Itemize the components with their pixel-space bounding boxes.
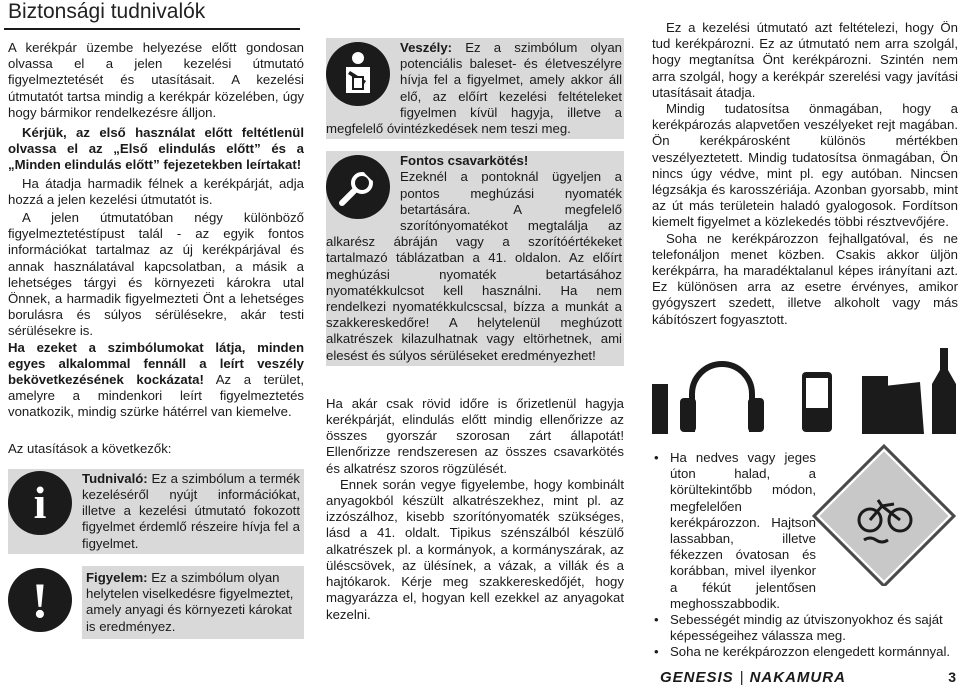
injured-person-glyph — [338, 51, 378, 97]
injured-person-icon — [326, 42, 390, 106]
slippery-road-sign — [810, 440, 958, 586]
mortal-danger-paragraph — [8, 340, 304, 421]
intro-paragraph: A kerékpár üzembe helyezése előtt gondosan olvassa el a jelen kezelési útmutató figyelmeztetését és utasításait. A kezelési útmutatót tartsa mindig a kerékpár közelében, úgy hogy bármikor rendelkezésre álljon. — [8, 40, 304, 120]
danger-text: Ez a szimbólum olyan potenciális baleset- és életveszélyre hívja fel a figyelmet, amely akkor áll elő, az előírt kezelési feltételeket figyelmen kívül hagyja, illetve a megfelelő óvintézkedések nem teszi meg. — [326, 40, 622, 137]
title-divider — [4, 28, 300, 30]
brand-separator: | — [739, 668, 744, 686]
warning-types-paragraph: A jelen útmutatóban négy különböző figyelmeztetéstípust talál - az egyik fontos információkat tartalmaz az új kerékpárjával és annak használatával kapcsolatban, a másik a lehetséges tárgyi és környezeti károkra utal Önnek, a harmadik figyelmezteti Önt a lehetséges borulásra és súlyos sérülésekre, akár testi sérülésekre is. — [8, 210, 304, 339]
mortal-danger-text: Ha ezeket a szimbólumokat látja, minden egyes alkalommal fennáll a leírt veszély bekövetkezésének kockázata! — [8, 339, 304, 388]
phone-headphones-alcohol-icon — [652, 348, 958, 434]
caution-paragraph — [82, 566, 304, 639]
brand-nakamura-logo: NAKAMURA — [749, 668, 846, 686]
danger-label: Veszély: — [400, 40, 453, 55]
column-right — [652, 20, 958, 328]
tip-speed: • Sebességét mindig az útviszonyokhoz és saját képességeihez válassza meg. — [652, 612, 958, 644]
handover-paragraph: Ha átadja harmadik félnek a kerékpárját, adja hozzá a jelen kezelési útmutatót is. — [8, 175, 304, 207]
quick-release-paragraph: Ha akár csak rövid időre is őrizetlenül hagyja kerékpárját, elindulás előtt mindig ellenőrizze az összes gyorszár szorosan zárt állapotát! Ellenőrizze rendszeresen az összes csavarkötés és alkatrész szoros rögzülését. — [326, 395, 624, 476]
prerequisite-paragraph: Ez a kezelési útmutató azt feltételezi, hogy Ön tud kerékpározni. Ez az útmutató nem arra szolgál, hogy megtanítsa Önt kerékpározni. Szintén nem arra szolgál, hogy a kerékpár szerelési vagy javítási utasításait átadja. — [652, 20, 958, 100]
footer — [660, 668, 956, 686]
torque-heading: Fontos csavarkötés! — [400, 153, 529, 169]
instructions-heading: Az utasítások a következők: — [8, 440, 172, 456]
page-title: Biztonsági tudnivalók — [8, 0, 206, 23]
column-left — [8, 40, 304, 639]
exclamation-icon: ! — [8, 568, 72, 632]
slippery-road-warning-icon — [810, 440, 958, 586]
wrench-icon — [326, 155, 390, 219]
tip-handlebar: • Soha ne kerékpározzon elengedett kormánnyal. — [652, 644, 958, 660]
caution-box — [8, 566, 304, 639]
torque-paragraph: Ezeknél a pontoknál ügyeljen a pontos meghúzási nyomaték betartására. A megfelelő szorítónyomatékot megtalálja az alkarész ábráján vagy a szorítóértékeket tartalmazó táblázatban a 41. oldalon. Az előírt meghúzási nyomaték betartásához nyomatékkulcsot kell használni. Ha nem rendelkezi nyomatékkulcscsal, bízza a munkát a szakkereskedőre! A helytelenül meghúzott alkatrészek kilazulhatnak vagy eltörhetnek, ami elesést és súlyos sérüléseket eredményezhet! — [326, 169, 622, 363]
column-middle — [326, 38, 624, 623]
info-icon: i — [8, 471, 72, 535]
headphones-paragraph: Soha ne kerékpározzon fejhallgatóval, és ne telefonáljon menet közben. Csakis akkor üljön kerékpárra, ha maradéktalanul képes irányítani azt. Ez különösen arra az esetre érvényes, amikor gyógyszert szedett, illetve alkoholt vagy más kábítószert fogyasztott. — [652, 230, 958, 327]
bold-paragraph: Kérjük, az első használat előtt feltétlenül olvassa el az „Első elindulás előtt” és a „Minden elindulás előtt” fejezetekben leírtakat! — [8, 125, 304, 173]
prohibited-items-pictogram — [652, 348, 958, 434]
caution-text: Ez a szimbólum olyan helytelen viselkedésre figyelmeztet, amely anyagi és környezeti károkat is eredményez. — [86, 569, 294, 634]
note-text: Ez a szimbólum a termék kezeléséről nyújt információkat, illetve a kezelési útmutató fokozott figyelmet érdemlő részeire hívja fel a figyelmet. — [82, 470, 300, 551]
brand-genesis-logo: GENESIS — [660, 668, 734, 686]
danger-box — [326, 38, 624, 139]
danger-awareness-paragraph: Mindig tudatosítsa önmagában, hogy a kerékpározás alapvetően veszélyeket rejt magában. Ön kerékpárosként különös mértékben veszélyeztetett. Mindig tudatosítsa önmagában, Ön nincs úgy védve, mint pl. egy autóban. Nincsen légzsákja és karosszériája. Azonban gyorsabb, mint az út más területein haladó gyalogosok. Fordítson kiemelt figyelmet a közlekedés többi résztvevőjére. — [652, 101, 958, 230]
caution-label: Figyelem: — [86, 569, 148, 585]
note-box — [8, 469, 304, 554]
highlight-text: Az a terület, amelyre a mindenkori leírt figyelmeztetés vonatkozik, mindig szürke hátérrel van kiemelve. — [8, 372, 304, 420]
note-label: Tudnivaló: — [82, 470, 148, 486]
torque-box — [326, 151, 624, 366]
wrench-glyph — [336, 165, 380, 209]
tip-wet-roads: • Ha nedves vagy jeges úton halad, a körültekintőbb módon, megfelelően kerékpározzon. Hajtson lassabban, illetve fékezzen óvatosan és korábban, mivel ilyenkor a fékút jelentősen meghosszabbodik. — [652, 450, 816, 612]
composite-paragraph: Ennek során vegye figyelembe, hogy kombinált anyagokból készült alkatrészekhez, mint pl. az izzószálhoz, kisebb szorítónyomaték szükséges, lásd a 41. oldalt. Tipikus szénszálból készülő alkatrészek pl. a kormányok, a kormányszárak, az üléscsövek, az ülésínek, a vázak, a villák és a hajtókarok. Kérje meg szakkereskedőjét, hogy magyarázza el, hogyan kell ezekkel az anyagokat kezelni. — [326, 476, 624, 622]
page-number: 3 — [948, 669, 956, 685]
